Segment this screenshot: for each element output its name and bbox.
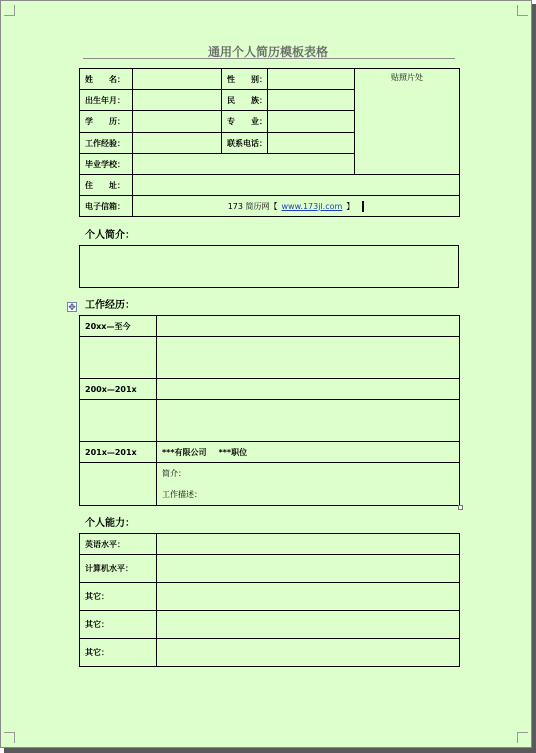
education-field[interactable] [133, 111, 222, 133]
photo-label: 贴照片处 [391, 73, 423, 82]
profile-heading: 个人简介： [85, 230, 135, 241]
corner-mark-top-right [517, 5, 528, 16]
work-title-field-1[interactable] [157, 316, 460, 337]
ethnicity-label: 民 族： [222, 90, 268, 111]
address-label: 住 址： [80, 175, 133, 196]
skill-field-3[interactable] [157, 583, 460, 611]
work-title-field-2[interactable] [157, 379, 460, 400]
text-cursor [362, 201, 364, 212]
school-field[interactable] [133, 154, 355, 175]
work-side-cell-1 [80, 337, 157, 379]
email-prefix: 173 简历网【 [227, 201, 278, 211]
work-period-3: 201x—201x [80, 442, 157, 463]
work-period-1: 20xx—至今 [80, 316, 157, 337]
skill-field-5[interactable] [157, 639, 460, 667]
skill-label-2: 计算机水平： [80, 555, 157, 583]
skill-label-5: 其它： [80, 639, 157, 667]
skills-table [79, 533, 460, 667]
basic-info-table [79, 68, 460, 217]
corner-mark-top-left [4, 5, 15, 16]
birth-field[interactable] [133, 90, 222, 111]
email-field[interactable] [133, 196, 460, 217]
skill-field-2[interactable] [157, 555, 460, 583]
work-title-field-3[interactable] [157, 442, 460, 463]
work-desc-field-2[interactable] [157, 400, 460, 442]
birth-label: 出生年月： [80, 90, 133, 111]
page-title: 通用个人简历模板表格 [207, 45, 328, 59]
page-shadow-bottom [4, 748, 536, 753]
phone-label: 联系电话： [222, 133, 268, 154]
name-label: 姓 名： [80, 69, 133, 90]
title-underline [83, 58, 455, 59]
work-side-cell-2 [80, 400, 157, 442]
work-table [79, 315, 460, 506]
website-link[interactable]: www.173jl.com [281, 201, 343, 211]
address-field[interactable] [133, 175, 460, 196]
skill-label-4: 其它： [80, 611, 157, 639]
experience-field[interactable] [133, 133, 222, 154]
experience-label: 工作经验： [80, 133, 133, 154]
skill-label-3: 其它： [80, 583, 157, 611]
work-side-cell-3 [80, 463, 157, 506]
page-shadow-right [532, 4, 536, 753]
work-desc-field-3[interactable] [157, 463, 460, 506]
major-label: 专 业： [222, 111, 268, 133]
profile-table [79, 245, 459, 288]
intro-label: 简介： [162, 469, 186, 478]
ethnicity-field[interactable] [268, 90, 355, 111]
gender-label: 性 别： [222, 69, 268, 90]
major-field[interactable] [268, 111, 355, 133]
email-suffix: 】 [346, 201, 355, 211]
education-label: 学 历： [80, 111, 133, 133]
desc-label: 工作描述： [162, 490, 202, 499]
skill-field-1[interactable] [157, 534, 460, 555]
corner-mark-bottom-left [4, 732, 15, 743]
profile-field[interactable] [80, 246, 459, 288]
name-field[interactable] [133, 69, 222, 90]
skill-field-4[interactable] [157, 611, 460, 639]
resize-handle-icon[interactable] [458, 505, 463, 510]
photo-cell[interactable] [355, 69, 460, 175]
phone-field[interactable] [268, 133, 355, 154]
skill-label-1: 英语水平： [80, 534, 157, 555]
skills-heading: 个人能力： [85, 518, 135, 529]
work-period-2: 200x—201x [80, 379, 157, 400]
company-text: ***有限公司 [162, 447, 207, 457]
move-arrows-icon[interactable]: ✥ [68, 303, 76, 313]
email-label: 电子信箱： [80, 196, 133, 217]
work-heading: 工作经历： [85, 300, 135, 311]
work-desc-field-1[interactable] [157, 337, 460, 379]
school-label: 毕业学校： [80, 154, 133, 175]
position-text: ***职位 [218, 447, 248, 457]
gender-field[interactable] [268, 69, 355, 90]
corner-mark-bottom-right [517, 732, 528, 743]
